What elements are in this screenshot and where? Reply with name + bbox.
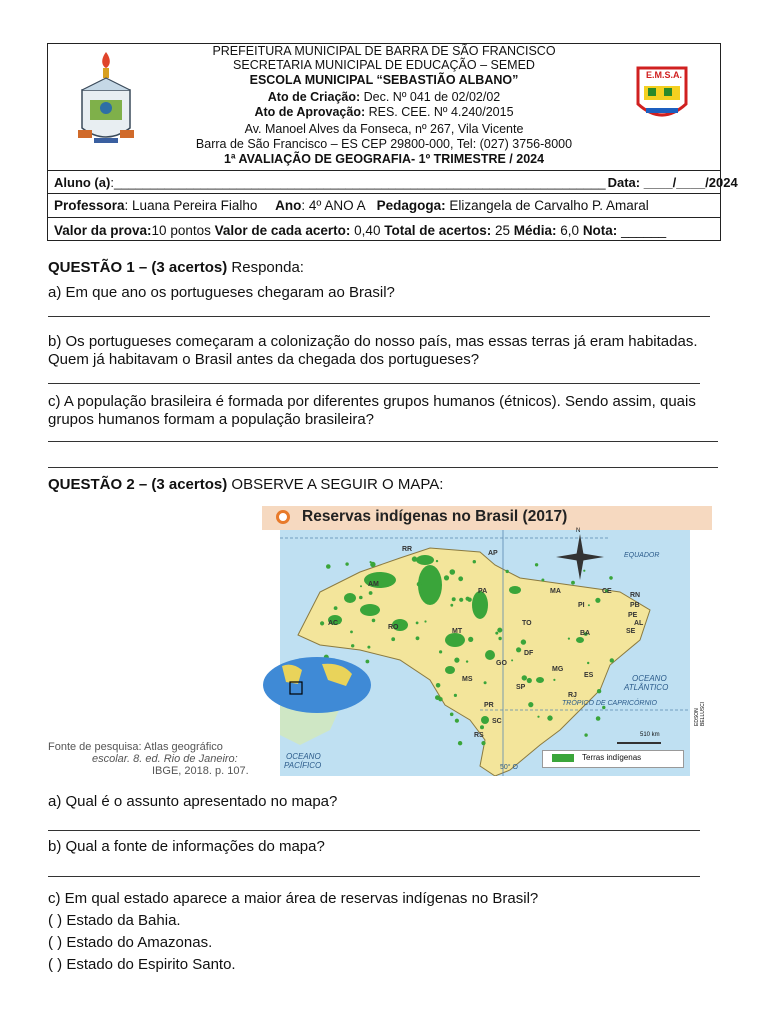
reserve-dot — [450, 569, 456, 575]
state-label-rn: RN — [630, 592, 641, 599]
reserve-dot — [455, 719, 459, 723]
reserve-dot — [497, 628, 502, 633]
pacific-label-1: OCEANO — [286, 752, 321, 761]
header-box — [47, 43, 738, 241]
option-bahia[interactable]: ( ) Estado da Bahia. — [48, 912, 181, 929]
state-label-ma: MA — [550, 588, 561, 595]
city-contact: Barra de São Francisco – ES CEP 29800-000, Tel: (027) 3756-8000 — [195, 137, 573, 151]
reserve-dot — [498, 637, 501, 640]
reserve-dot — [473, 560, 476, 563]
reserve-dot — [439, 650, 442, 653]
reserve-dot — [528, 702, 533, 707]
reserve-dot — [351, 644, 354, 647]
map-source-1: Fonte de pesquisa: Atlas geográfico — [48, 741, 223, 753]
reserve-dot — [459, 598, 463, 602]
state-label-rr: RR — [402, 546, 413, 553]
reserve-dot — [338, 621, 341, 624]
question-1a: a) Em que ano os portugueses chegaram ao Brasil? — [48, 284, 395, 301]
equator-label: EQUADOR — [624, 552, 660, 559]
reserve-dot — [521, 639, 526, 644]
question-1c-line1: c) A população brasileira é formada por diferentes grupos humanos (étnicos). Sendo assim, quais — [48, 393, 696, 410]
creation-act: Ato de Criação: Dec. Nº 041 de 02/02/02 — [267, 90, 501, 104]
state-label-ro: RO — [388, 624, 399, 631]
map-source-2: escolar. 8. ed. Rio de Janeiro: — [92, 753, 238, 765]
question-2a: a) Qual é o assunto apresentado no mapa? — [48, 793, 338, 810]
state-label-rj: RJ — [568, 692, 577, 699]
state-label-mt: MT — [452, 628, 463, 635]
reserve-dot — [458, 741, 462, 745]
reserve-dot — [350, 631, 353, 634]
reserve-dot — [416, 636, 420, 640]
reserve-dot — [450, 713, 454, 717]
answer-line-1c-2[interactable] — [48, 467, 718, 468]
reserve-dot — [481, 741, 485, 745]
reserve-dot — [454, 658, 459, 663]
reserve-dot — [553, 679, 555, 681]
reserve-dot — [535, 563, 538, 566]
meridian-label: 50° O — [500, 764, 518, 771]
reserve-dot — [527, 678, 532, 683]
state-label-pa: PA — [478, 588, 488, 595]
reserve-dot — [609, 576, 613, 580]
school-name: ESCOLA MUNICIPAL “SEBASTIÃO ALBANO” — [249, 73, 519, 87]
reserve-dot — [369, 591, 373, 595]
state-label-pe: PE — [628, 612, 638, 619]
reserve-dot — [436, 560, 438, 562]
reserve-dot — [452, 597, 456, 601]
state-label-to: TO — [522, 620, 532, 627]
question-2c: c) Em qual estado aparece a maior área de reservas indígenas no Brasil? — [48, 890, 539, 907]
reserve-dot — [367, 646, 370, 649]
reserve-dot — [416, 622, 419, 625]
reserve-dot — [516, 647, 521, 652]
reserve-dot — [360, 585, 362, 587]
tropic-label: TRÓPICO DE CAPRICÓRNIO — [562, 700, 657, 707]
reserve-dot — [334, 606, 338, 610]
scale-bar — [617, 742, 661, 744]
reserve-dot — [595, 598, 600, 603]
state-label-go: GO — [496, 660, 507, 667]
reserve-dot — [568, 638, 570, 640]
reserve-dot — [399, 622, 401, 624]
exam-title: 1ª AVALIAÇÃO DE GEOGRAFIA- 1º TRIMESTRE / 2024 — [223, 152, 545, 166]
reserve-dot — [584, 733, 587, 736]
question-2-title: QUESTÃO 2 – (3 acertos) OBSERVE A SEGUIR O MAPA: — [48, 476, 444, 493]
state-label-es: ES — [584, 672, 594, 679]
prefeitura-line: PREFEITURA MUNICIPAL DE BARRA DE SÃO FRANCISCO — [212, 44, 556, 58]
reserve-dot — [412, 556, 417, 561]
reserve-dot — [495, 632, 498, 635]
reserve-dot — [506, 570, 509, 573]
state-label-sp: SP — [516, 684, 526, 691]
reserve-dot — [458, 576, 463, 581]
state-label-pi: PI — [578, 602, 585, 609]
option-amazonas[interactable]: ( ) Estado do Amazonas. — [48, 934, 213, 951]
teacher-row: Professora: Luana Pereira Fialho Ano: 4º ANO A Pedagoga: Elizangela de Carvalho P. Amaral — [48, 193, 720, 217]
state-label-se: SE — [626, 628, 636, 635]
reserve-dot — [345, 562, 348, 565]
compass-rose-icon — [552, 532, 608, 582]
school-address: Av. Manoel Alves da Fonseca, nº 267, Vila Vicente — [244, 122, 524, 136]
reserve-dot — [587, 662, 589, 664]
question-1-title: QUESTÃO 1 – (3 acertos) Responda: — [48, 259, 304, 276]
answer-line-1a[interactable] — [48, 316, 710, 317]
reserve-dot — [359, 596, 363, 600]
state-label-am: AM — [368, 581, 379, 588]
state-label-ba: BA — [580, 630, 591, 637]
map-credit: EDSON BELLUSCI — [694, 701, 706, 726]
legend-label: Terras indígenas — [582, 753, 642, 762]
state-label-pr: PR — [484, 702, 494, 709]
reserve-dot — [541, 579, 544, 582]
reserve-dot — [466, 660, 468, 662]
legend-swatch-icon — [552, 754, 574, 762]
state-label-ac: AC — [328, 620, 339, 627]
scale-label: 510 km — [640, 732, 660, 738]
answer-line-1c-1[interactable] — [48, 441, 718, 442]
student-row[interactable]: Aluno (a):____________________________________________________________________ Data: ____/____/2024 — [48, 170, 720, 193]
state-label-al: AL — [634, 620, 644, 627]
reserve-dot — [424, 620, 426, 622]
reserve-dot — [480, 725, 484, 729]
state-label-pb: PB — [630, 602, 640, 609]
reserve-dot — [391, 637, 395, 641]
reserve-dot — [522, 675, 527, 680]
map-title-dot-icon — [276, 510, 290, 524]
reserve-dot — [454, 694, 457, 697]
school-logo-text: E.M.S.A. — [646, 70, 683, 80]
answer-line-2a[interactable] — [48, 830, 700, 831]
answer-line-2b[interactable] — [48, 876, 700, 877]
map-title: Reservas indígenas no Brasil (2017) — [302, 508, 568, 525]
reserve-dot — [537, 716, 539, 718]
question-2b: b) Qual a fonte de informações do mapa? — [48, 838, 325, 855]
atlantic-label-2: ATLÂNTICO — [624, 683, 669, 692]
reserve-dot — [417, 582, 422, 587]
approval-act: Ato de Aprovação: RES. CEE. Nº 4.240/2015 — [254, 105, 514, 119]
question-1c-line2: grupos humanos formam a população brasileira? — [48, 411, 375, 428]
reserve-dot — [596, 716, 601, 721]
reserve-dot — [435, 695, 440, 700]
state-label-ce: CE — [602, 588, 612, 595]
reserve-dot — [372, 619, 376, 623]
map-source-3: IBGE, 2018. p. 107. — [152, 765, 249, 777]
reserve-dot — [468, 637, 473, 642]
reserve-dot — [597, 689, 601, 693]
state-label-sc: SC — [492, 718, 502, 725]
reserve-dot — [547, 715, 552, 720]
brazil-reserves-map — [262, 506, 712, 776]
reserve-dot — [436, 683, 441, 688]
reserve-dot — [588, 604, 590, 606]
reserve-dot — [450, 604, 453, 607]
reserve-dot — [479, 606, 482, 609]
state-label-mg: MG — [552, 666, 564, 673]
reserve-dot — [320, 621, 324, 625]
reserve-dot — [610, 658, 614, 662]
grading-row: Valor da prova:10 pontos Valor de cada acerto: 0,40 Total de acertos: 25 Média: 6,0 Nota: ______ — [48, 217, 720, 241]
question-1b-line1: b) Os portugueses começaram a colonização do nosso país, mas essas terras já eram habitadas. — [48, 333, 698, 350]
reserve-dot — [444, 575, 449, 580]
reserve-dot — [484, 681, 487, 684]
state-label-df: DF — [524, 650, 534, 657]
option-espirito-santo[interactable]: ( ) Estado do Espirito Santo. — [48, 956, 236, 973]
atlantic-label-1: OCEANO — [632, 674, 667, 683]
globe-inset-icon — [262, 656, 372, 714]
reserve-dot — [370, 561, 372, 563]
state-label-ms: MS — [462, 676, 473, 683]
state-label-rs: RS — [474, 732, 484, 739]
question-1b-line2: Quem já habitavam o Brasil antes da chegada dos portugueses? — [48, 351, 480, 368]
answer-line-1b[interactable] — [48, 383, 700, 384]
reserve-dot — [466, 597, 470, 601]
compass-north-label: N — [576, 528, 581, 534]
brazil-map-shape — [280, 530, 690, 776]
reserve-dot — [326, 564, 331, 569]
state-label-ap: AP — [488, 550, 498, 557]
reserve-dot — [511, 659, 513, 661]
pacific-label-2: PACÍFICO — [284, 761, 322, 770]
secretaria-line: SECRETARIA MUNICIPAL DE EDUCAÇÃO – SEMED — [233, 58, 535, 72]
reserve-dot — [375, 612, 377, 614]
